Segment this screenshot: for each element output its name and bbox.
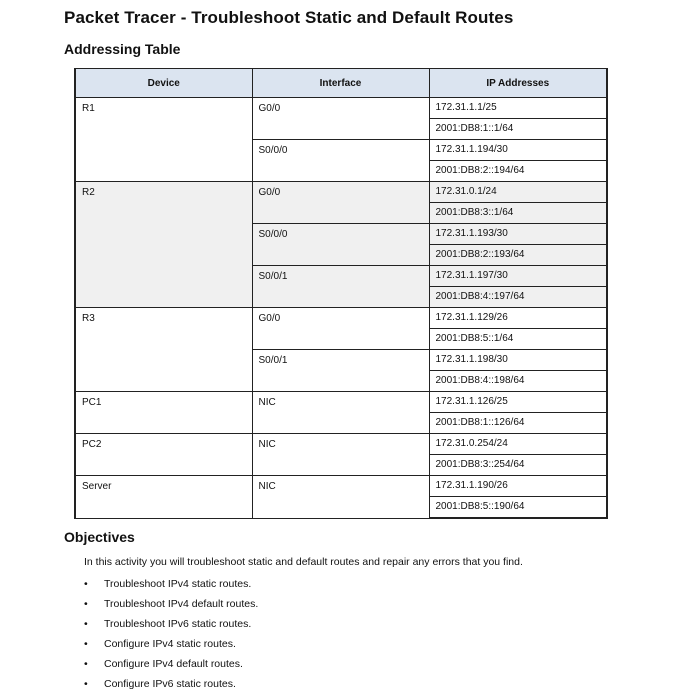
bullet-icon: •	[84, 578, 88, 590]
list-item	[84, 674, 258, 694]
list-item	[84, 634, 258, 654]
ip-address-cell: 2001:DB8:3::254/64	[429, 455, 607, 476]
device-cell: R2	[75, 182, 252, 308]
ip-address-cell: 172.31.1.126/25	[429, 392, 607, 413]
ip-address-cell: 172.31.1.190/26	[429, 476, 607, 497]
ip-address-cell: 2001:DB8:5::1/64	[429, 329, 607, 350]
interface-cell: NIC	[252, 392, 429, 434]
ip-address-cell: 2001:DB8:5::190/64	[429, 497, 607, 519]
objective-text: Troubleshoot IPv4 static routes.	[104, 578, 252, 590]
interface-cell: S0/0/0	[252, 224, 429, 266]
table-row	[75, 308, 607, 329]
table-header-row	[75, 69, 607, 98]
ip-address-cell: 2001:DB8:2::193/64	[429, 245, 607, 266]
table-row	[75, 476, 607, 497]
table-row	[75, 434, 607, 455]
ip-address-cell: 2001:DB8:1::126/64	[429, 413, 607, 434]
table-row	[75, 98, 607, 119]
objectives-heading: Objectives	[64, 529, 135, 545]
page-title: Packet Tracer - Troubleshoot Static and Default Routes	[64, 8, 514, 27]
objective-text: Troubleshoot IPv6 static routes.	[104, 618, 252, 630]
ip-address-cell: 172.31.1.198/30	[429, 350, 607, 371]
column-header-ip-addresses: IP Addresses	[429, 69, 607, 98]
addressing-table-body	[75, 98, 607, 519]
ip-address-cell: 172.31.0.254/24	[429, 434, 607, 455]
ip-address-cell: 172.31.1.129/26	[429, 308, 607, 329]
interface-cell: S0/0/1	[252, 266, 429, 308]
interface-cell: G0/0	[252, 182, 429, 224]
device-cell: R3	[75, 308, 252, 392]
bullet-icon: •	[84, 638, 88, 650]
ip-address-cell: 2001:DB8:4::198/64	[429, 371, 607, 392]
addressing-table	[74, 68, 608, 519]
table-row	[75, 182, 607, 203]
table-row	[75, 392, 607, 413]
ip-address-cell: 2001:DB8:2::194/64	[429, 161, 607, 182]
device-cell: R1	[75, 98, 252, 182]
bullet-icon: •	[84, 598, 88, 610]
objectives-intro: In this activity you will troubleshoot static and default routes and repair any errors that you find.	[84, 556, 523, 568]
addressing-table-heading: Addressing Table	[64, 41, 181, 57]
bullet-icon: •	[84, 658, 88, 670]
column-header-device: Device	[75, 69, 252, 98]
ip-address-cell: 172.31.1.1/25	[429, 98, 607, 119]
objective-text: Configure IPv6 static routes.	[104, 678, 236, 690]
interface-cell: G0/0	[252, 308, 429, 350]
device-cell: PC2	[75, 434, 252, 476]
interface-cell: NIC	[252, 476, 429, 519]
interface-cell: S0/0/0	[252, 140, 429, 182]
ip-address-cell: 172.31.1.194/30	[429, 140, 607, 161]
ip-address-cell: 172.31.1.193/30	[429, 224, 607, 245]
bullet-icon: •	[84, 618, 88, 630]
ip-address-cell: 2001:DB8:4::197/64	[429, 287, 607, 308]
ip-address-cell: 172.31.1.197/30	[429, 266, 607, 287]
ip-address-cell: 172.31.0.1/24	[429, 182, 607, 203]
objective-text: Configure IPv4 static routes.	[104, 638, 236, 650]
objective-text: Configure IPv4 default routes.	[104, 658, 243, 670]
list-item	[84, 594, 258, 614]
interface-cell: G0/0	[252, 98, 429, 140]
list-item	[84, 614, 258, 634]
ip-address-cell: 2001:DB8:3::1/64	[429, 203, 607, 224]
interface-cell: NIC	[252, 434, 429, 476]
column-header-interface: Interface	[252, 69, 429, 98]
interface-cell: S0/0/1	[252, 350, 429, 392]
device-cell: Server	[75, 476, 252, 519]
device-cell: PC1	[75, 392, 252, 434]
list-item	[84, 574, 258, 594]
objective-text: Troubleshoot IPv4 default routes.	[104, 598, 259, 610]
ip-address-cell: 2001:DB8:1::1/64	[429, 119, 607, 140]
objectives-list	[84, 574, 258, 694]
list-item	[84, 654, 258, 674]
bullet-icon: •	[84, 678, 88, 690]
